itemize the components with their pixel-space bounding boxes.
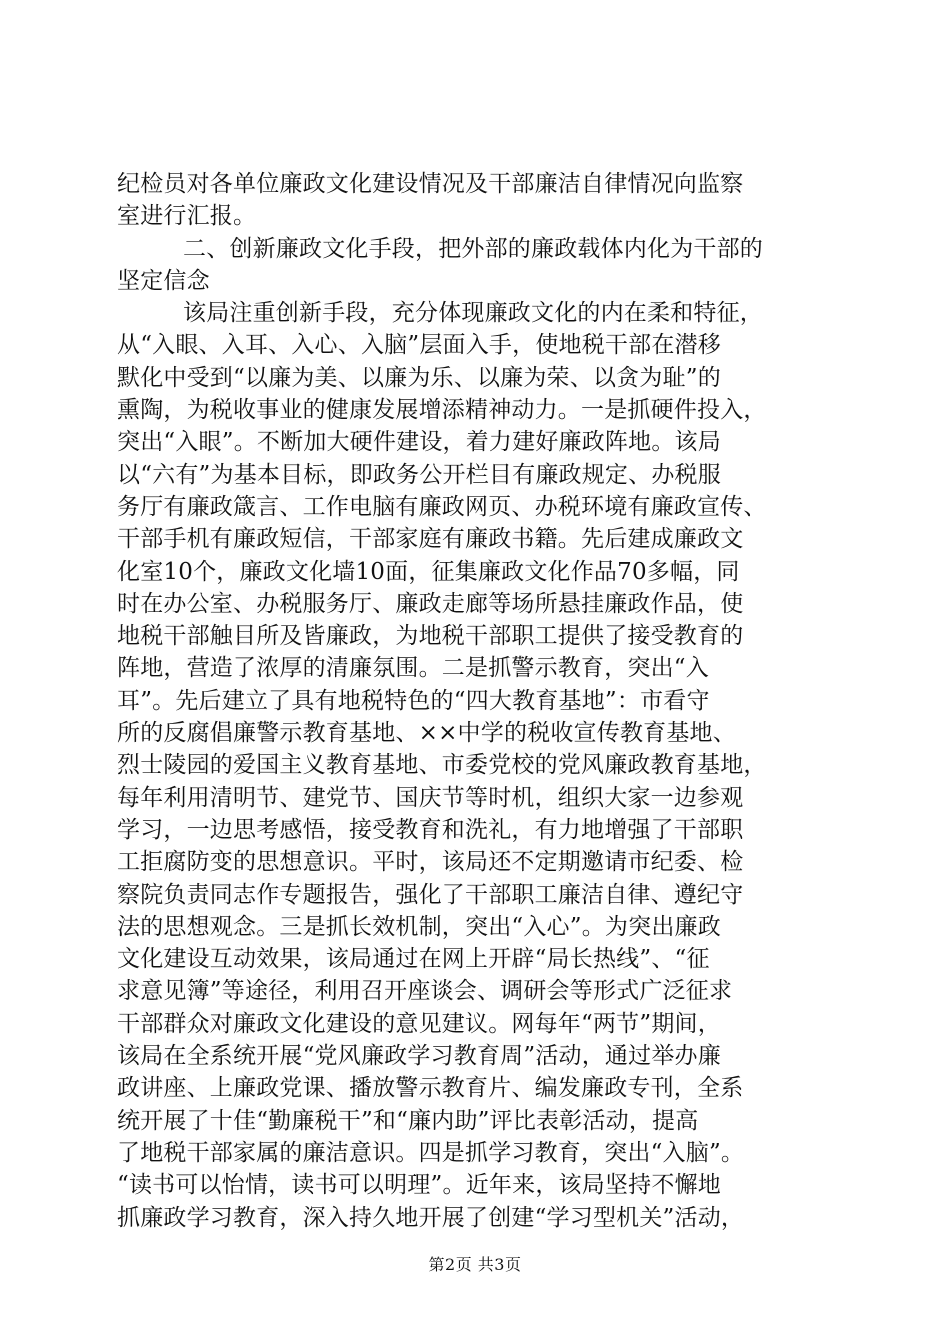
text-line: 了地税干部家属的廉洁意识。四是抓学习教育，突出“入脑”。 xyxy=(117,1139,745,1166)
text-line: 察院负责同志作专题报告，强化了干部职工廉洁自律、遵纪守 xyxy=(117,881,744,908)
text-line: 时在办公室、办税服务厅、廉政走廊等场所悬挂廉政作品，使 xyxy=(117,590,744,617)
text-line: 从“入眼、入耳、入心、入脑”层面入手，使地税干部在潜移 xyxy=(117,332,721,359)
text-line: 阵地，营造了浓厚的清廉氛围。二是抓警示教育，突出“入 xyxy=(117,655,709,682)
text-line: 纪检员对各单位廉政文化建设情况及干部廉洁自律情况向监察 xyxy=(117,171,744,197)
text-line: 该局在全系统开展“党风廉政学习教育周”活动，通过举办廉 xyxy=(117,1043,721,1070)
text-line: 干部手机有廉政短信，干部家庭有廉政书籍。先后建成廉政文 xyxy=(117,526,744,553)
text-line: 化室10个，廉政文化墙10面，征集廉政文化作品70多幅，同 xyxy=(117,558,740,585)
text-line: 每年利用清明节、建党节、国庆节等时机，组织大家一边参观 xyxy=(117,784,744,811)
text-line: 突出“入眼”。不断加大硬件建设，着力建好廉政阵地。该局 xyxy=(117,429,721,456)
text-line: 务厅有廉政箴言、工作电脑有廉政网页、办税环境有廉政宣传、 xyxy=(117,493,767,520)
text-line: 烈士陵园的爱国主义教育基地、市委党校的党风廉政教育基地， xyxy=(117,752,767,779)
text-line: 以“六有”为基本目标，即政务公开栏目有廉政规定、办税服 xyxy=(117,461,721,488)
text-line: 室进行汇报。 xyxy=(117,203,257,230)
text-line: 法的思想观念。三是抓长效机制，突出“入心”。为突出廉政 xyxy=(117,913,721,940)
page-number-footer: 第2页 共3页 xyxy=(428,1255,522,1274)
text-line: 抓廉政学习教育，深入持久地开展了创建“学习型机关”活动， xyxy=(117,1204,745,1231)
section-heading-line: 坚定信念 xyxy=(117,267,210,294)
text-line: 求意见簿”等途径，利用召开座谈会、调研会等形式广泛征求 xyxy=(117,978,733,1005)
text-line: 该局注重创新手段，充分体现廉政文化的内在柔和特征， xyxy=(183,300,763,327)
text-line: 统开展了十佳“勤廉税干”和“廉内助”评比表彰活动，提高 xyxy=(117,1107,699,1134)
text-line: 学习，一边思考感悟，接受教育和洗礼，有力地增强了干部职 xyxy=(117,816,744,843)
text-line: 耳”。先后建立了具有地税特色的“四大教育基地”：市看守 xyxy=(117,687,710,714)
text-line: 熏陶，为税收事业的健康发展增添精神动力。一是抓硬件投入， xyxy=(117,397,767,424)
text-line: 地税干部触目所及皆廉政，为地税干部职工提供了接受教育的 xyxy=(117,623,744,650)
text-line: 默化中受到“以廉为美、以廉为乐、以廉为荣、以贪为耻”的 xyxy=(117,364,721,391)
section-heading-line: 二、创新廉政文化手段，把外部的廉政载体内化为干部的 xyxy=(183,235,763,262)
document-body xyxy=(117,168,837,1234)
text-line: 所的反腐倡廉警示教育基地、××中学的税收宣传教育基地、 xyxy=(117,720,736,747)
text-line: 工拒腐防变的思想意识。平时，该局还不定期邀请市纪委、检 xyxy=(117,849,744,876)
text-line: 文化建设互动效果，该局通过在网上开辟“局长热线”、“征 xyxy=(117,946,710,973)
text-line: 干部群众对廉政文化建设的意见建议。网每年“两节”期间， xyxy=(117,1010,721,1037)
text-line: 政讲座、上廉政党课、播放警示教育片、编发廉政专刊，全系 xyxy=(117,1075,744,1102)
text-line: “读书可以怡情，读书可以明理”。近年来，该局坚持不懈地 xyxy=(117,1172,721,1199)
